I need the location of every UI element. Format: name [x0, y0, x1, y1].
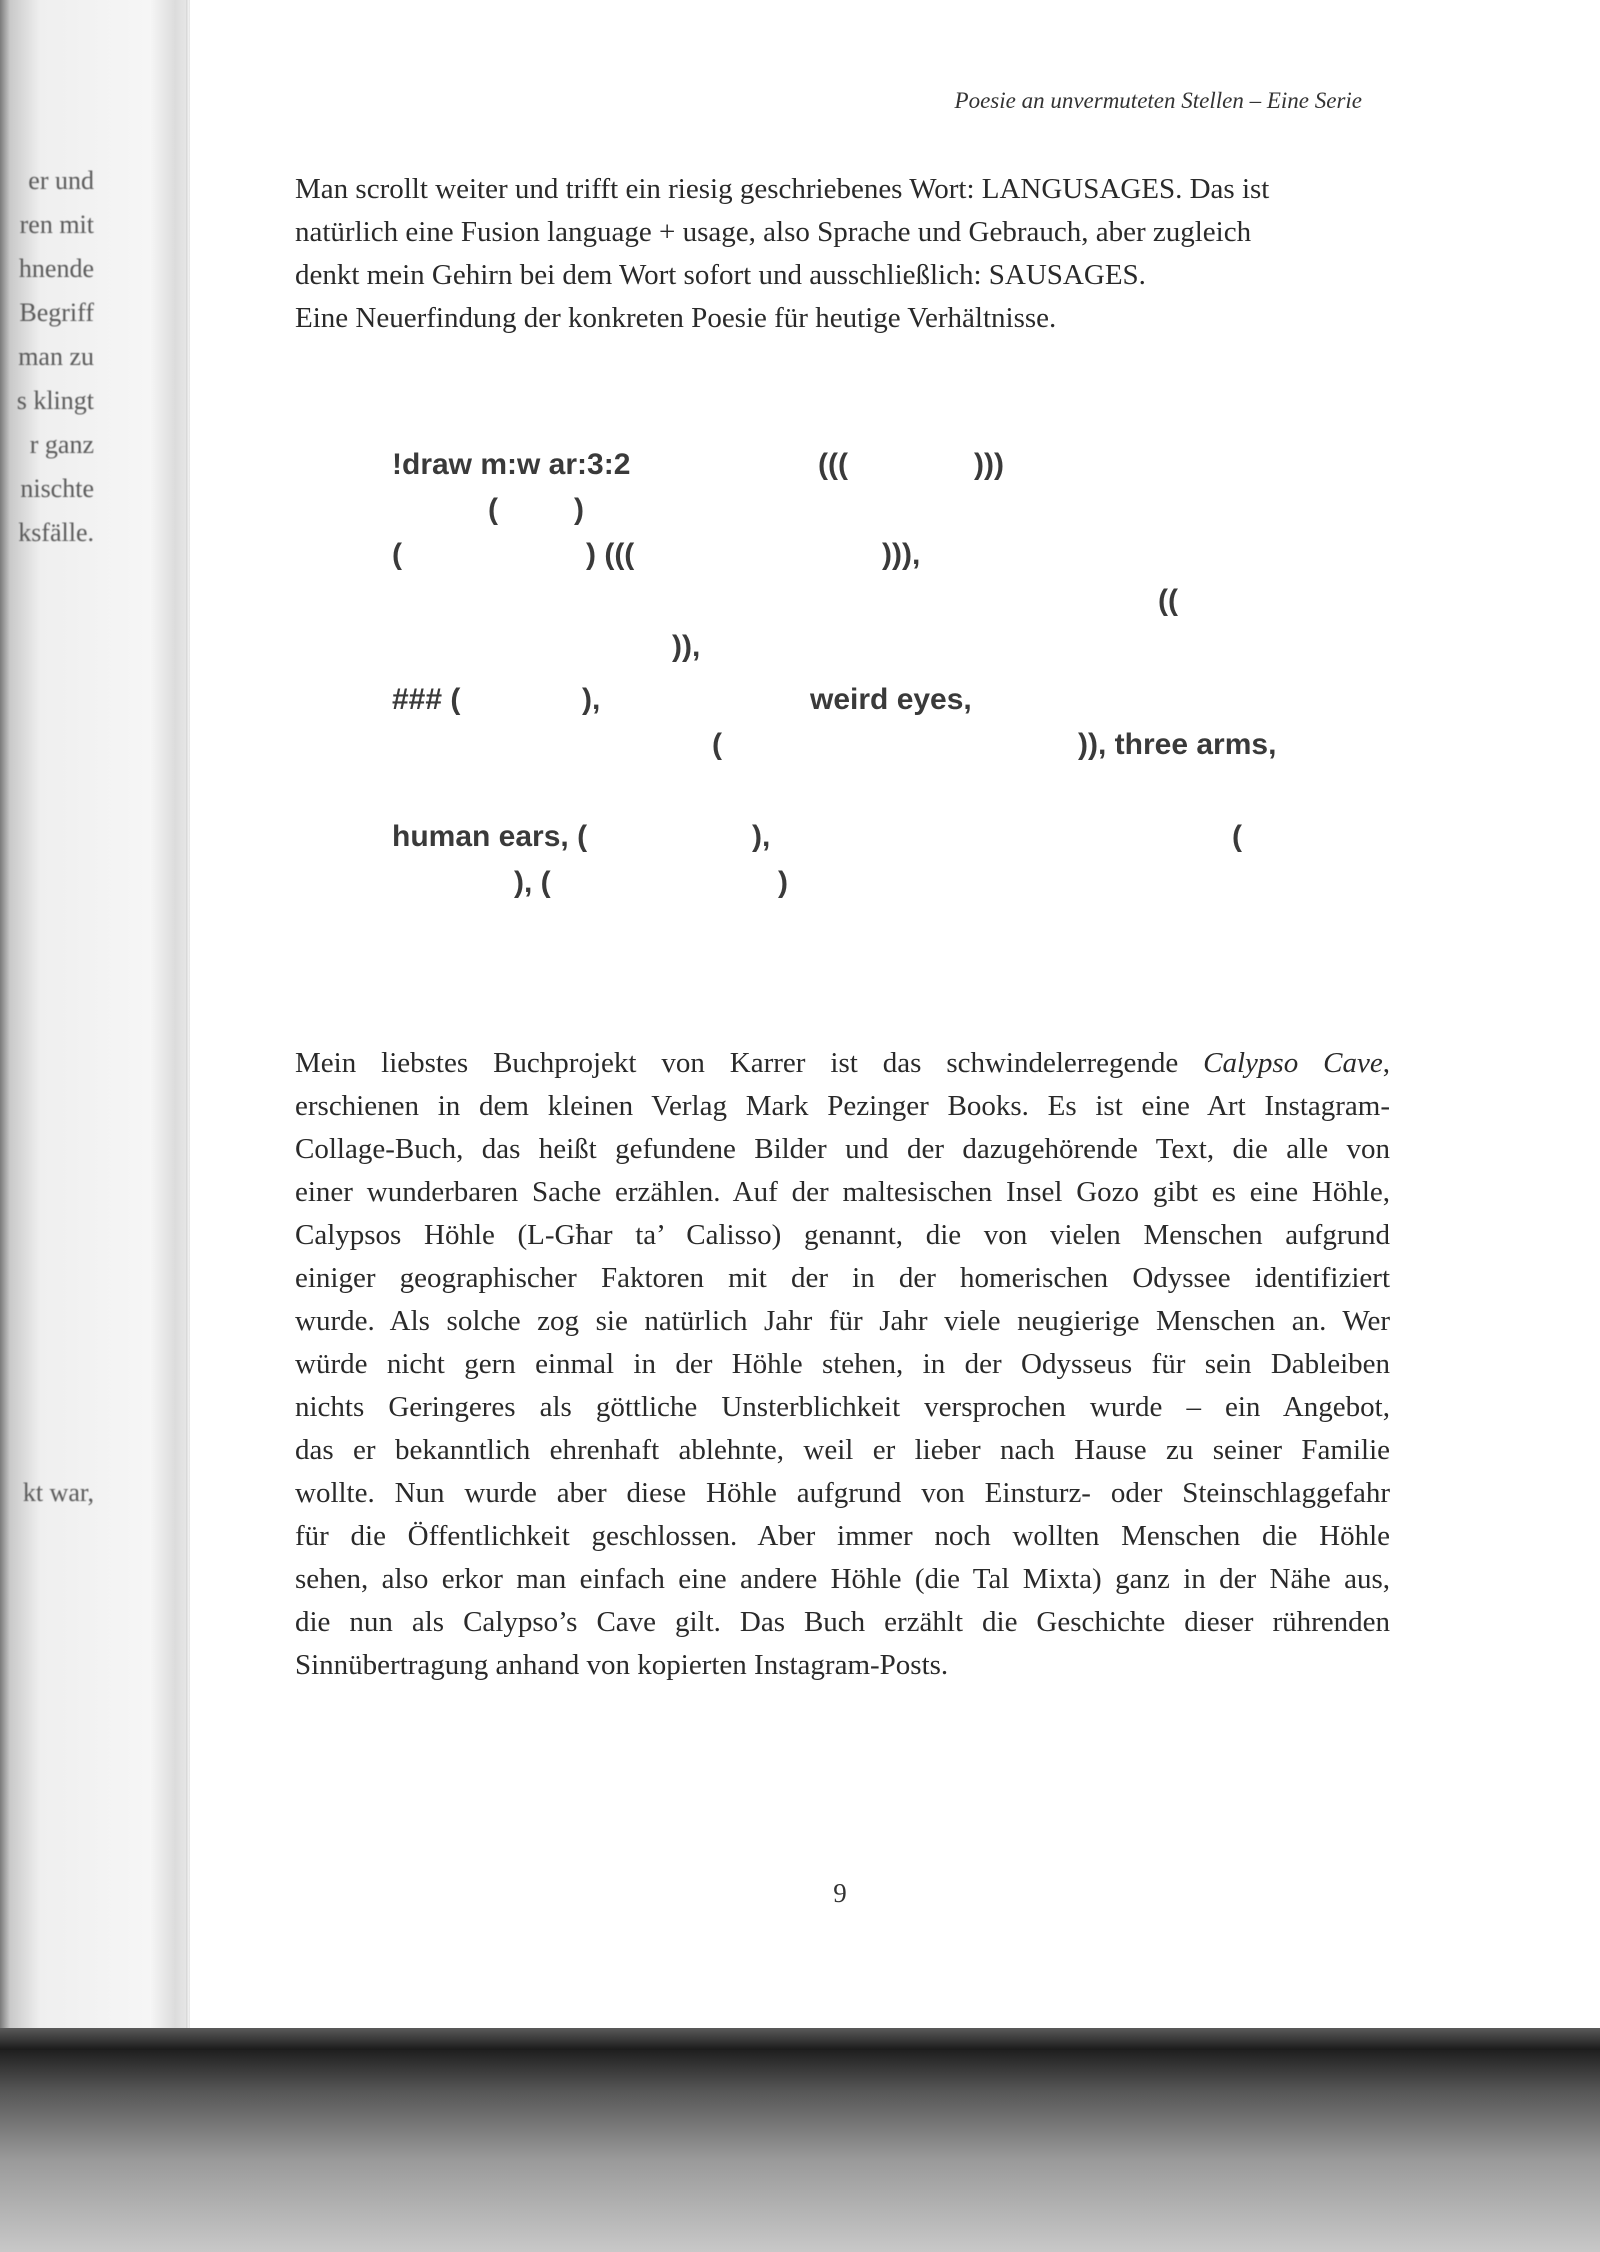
poem-token: ),	[752, 820, 771, 853]
running-header: Poesie an unvermuteten Stellen – Eine Serie	[954, 88, 1362, 113]
text-line: wurde. Als solche zog sie natürlich Jahr für Jahr viele neugierige Menschen an. Wer	[295, 1305, 1390, 1337]
text-line: Collage-Buch, das heißt gefundene Bilder und der dazugehörende Text, die alle von	[295, 1133, 1390, 1165]
left-page-fragment: man zu	[18, 342, 94, 371]
text-run: ,	[1382, 1047, 1390, 1079]
poem-token: (	[392, 538, 402, 571]
poem-token: ((	[1158, 584, 1178, 617]
poem-token: )), three arms,	[1078, 728, 1277, 761]
text-line: Eine Neuerfindung der konkreten Poesie für heutige Verhältnisse.	[295, 302, 1057, 334]
text-line: wollte. Nun wurde aber diese Höhle aufgrund von Einsturz- oder Steinschlaggefahr	[295, 1477, 1390, 1509]
left-page-fragment: r ganz	[29, 430, 94, 459]
poem-token: )	[778, 866, 788, 899]
left-page-fragment: er und	[28, 166, 94, 195]
poem-token: !draw m:w ar:3:2	[392, 448, 631, 481]
text-line: Man scrollt weiter und trifft ein riesig geschriebenes Wort: LANGUSAGES. Das ist	[295, 173, 1270, 205]
page-bottom-edge	[0, 2028, 1600, 2050]
poem-token: )))	[974, 448, 1004, 481]
text-line: würde nicht gern einmal in der Höhle stehen, in der Odysseus für sein Dableiben	[295, 1348, 1390, 1380]
text-line: denkt mein Gehirn bei dem Wort sofort und ausschließlich: SAUSAGES.	[295, 259, 1146, 291]
paragraph-calypso-cave	[295, 1042, 1390, 1687]
poem-token: ) (((	[586, 538, 635, 571]
text-run: Mein liebstes Buchprojekt von Karrer ist das schwindelerregende	[295, 1047, 1204, 1079]
text-line: Calypsos Höhle (L-Għar ta’ Calisso) genannt, die von vielen Menschen aufgrund	[295, 1219, 1390, 1251]
page-number: 9	[833, 1878, 847, 1908]
left-page-fragment: s klingt	[16, 386, 94, 415]
text-line: natürlich eine Fusion language + usage, also Sprache und Gebrauch, aber zugleich	[295, 216, 1252, 248]
left-page-fragment: kt war,	[22, 1478, 94, 1507]
book-title: Calypso Cave	[1203, 1047, 1383, 1079]
text-line: einer wunderbaren Sache erzählen. Auf der maltesischen Insel Gozo gibt es eine Höhle,	[295, 1176, 1390, 1208]
poem-token: (	[712, 728, 722, 761]
text-line	[295, 1042, 1390, 1085]
scanner-background	[0, 2050, 1600, 2252]
text-line: erschienen in dem kleinen Verlag Mark Pezinger Books. Es ist eine Art Instagram-	[295, 1090, 1390, 1122]
poem-token: (((	[818, 448, 848, 481]
poem-token: weird eyes,	[810, 683, 972, 716]
poem-token: (	[1232, 820, 1242, 853]
left-page-fragment: ren mit	[19, 210, 94, 239]
poem-token: ),	[582, 683, 601, 716]
text-line: einiger geographischer Faktoren mit der in der homerischen Odyssee identifiziert	[295, 1262, 1390, 1294]
left-page-fragment: ksfälle.	[18, 518, 94, 547]
text-line: für die Öffentlichkeit geschlossen. Aber immer noch wollten Menschen die Höhle	[295, 1520, 1390, 1552]
left-page-fragment: nischte	[20, 474, 94, 503]
poem-token: )	[574, 493, 584, 526]
poem-token: human ears, (	[392, 820, 588, 853]
text-line: das er bekanntlich ehrenhaft ablehnte, weil er lieber nach Hause zu seiner Familie	[295, 1434, 1390, 1466]
text-line: sehen, also erkor man einfach eine andere Höhle (die Tal Mixta) ganz in der Nähe aus,	[295, 1563, 1390, 1595]
text-line: die nun als Calypso’s Cave gilt. Das Buch erzählt die Geschichte dieser rührenden	[295, 1606, 1390, 1638]
poem-token: )),	[672, 630, 701, 663]
text-line: Sinnübertragung anhand von kopierten Instagram-Posts.	[295, 1649, 949, 1681]
poem-token: ### (	[392, 683, 461, 716]
poem-token: ))),	[882, 538, 921, 571]
concrete-poem	[0, 0, 1600, 1000]
poem-token: ), (	[514, 866, 551, 899]
left-page-fragment: Begriff	[19, 298, 94, 327]
poem-token: (	[488, 493, 498, 526]
text-line: nichts Geringeres als göttliche Unsterblichkeit versprochen wurde – ein Angebot,	[295, 1391, 1390, 1423]
left-page-fragment: hnende	[18, 254, 94, 283]
